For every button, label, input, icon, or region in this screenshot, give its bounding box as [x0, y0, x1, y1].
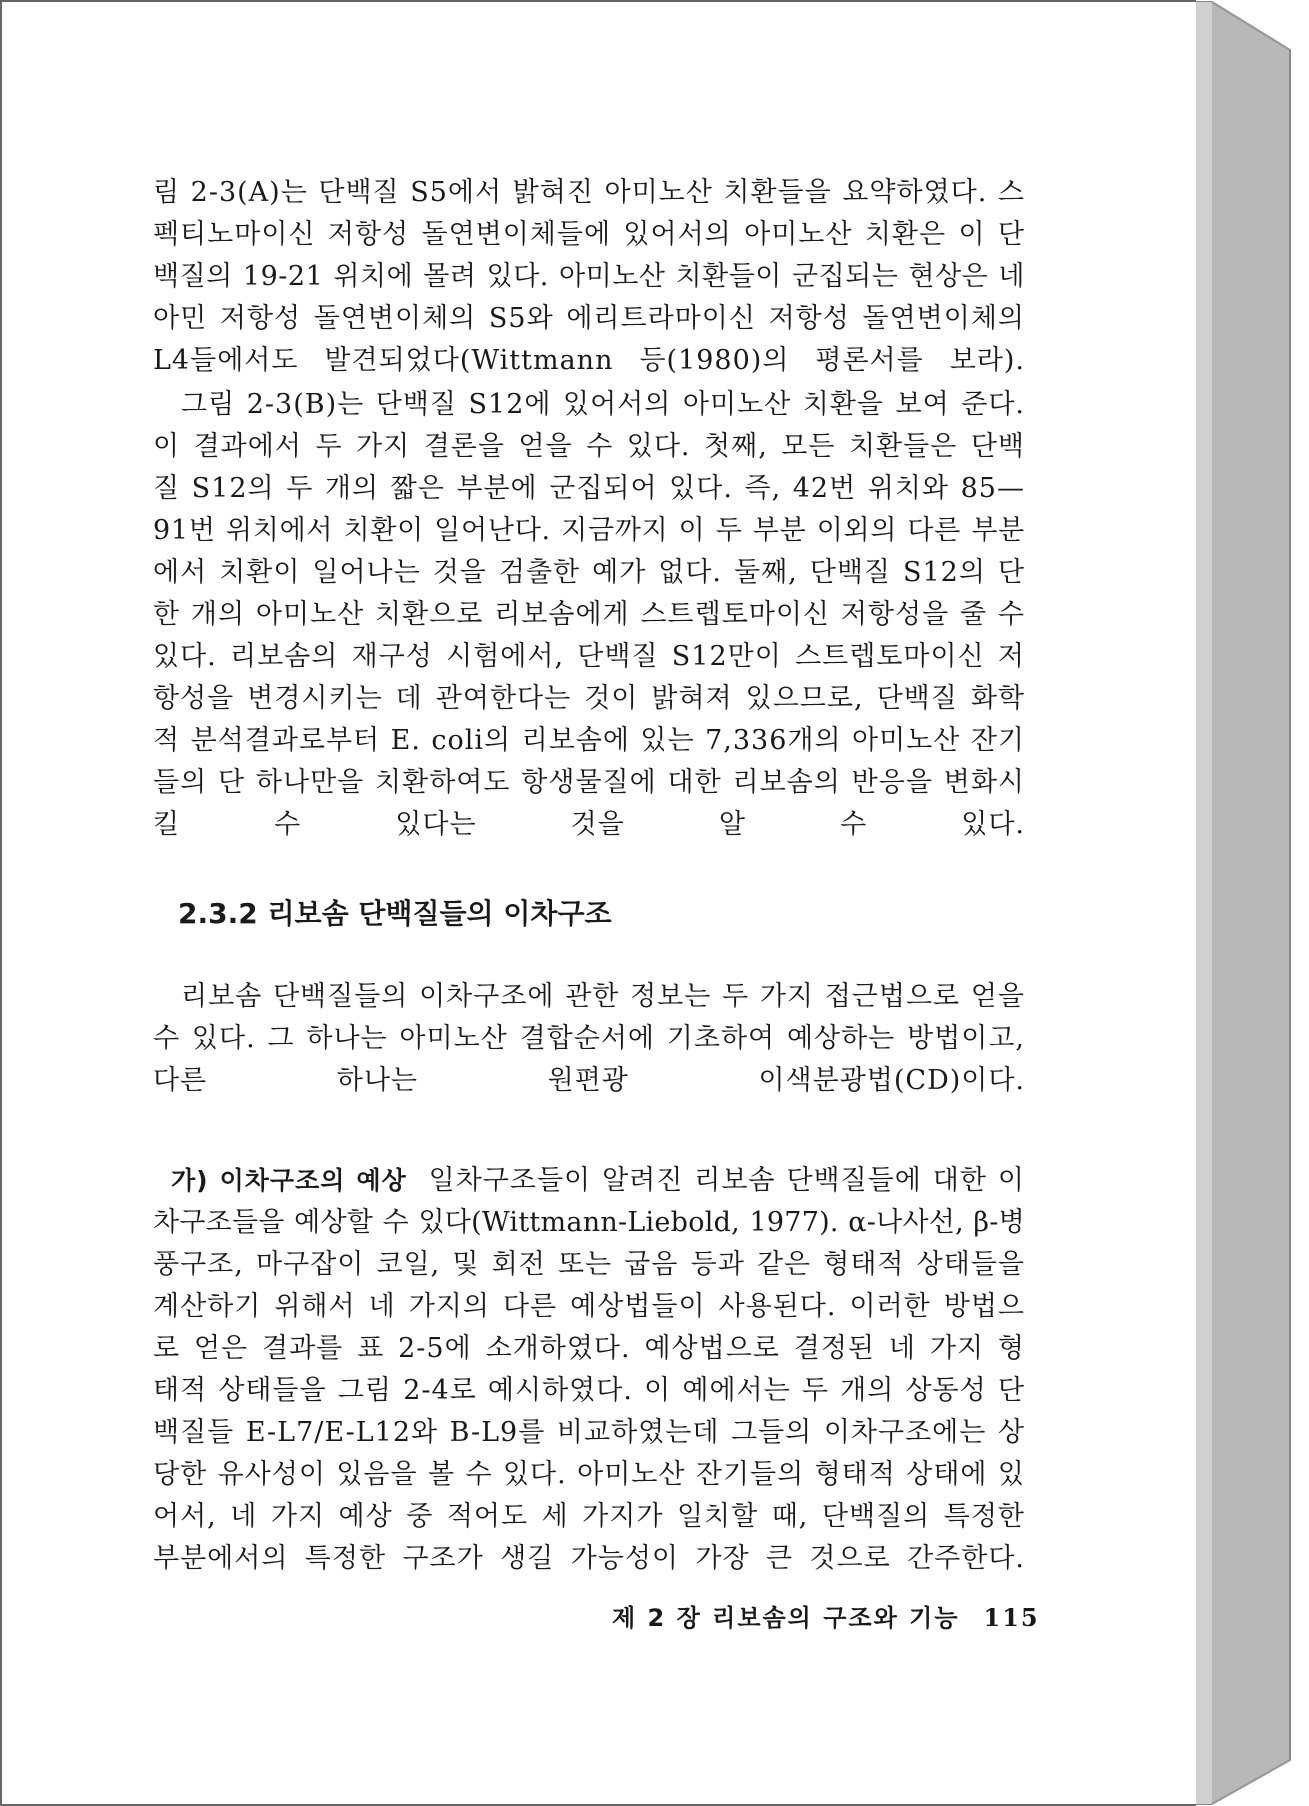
text-line: 펙티노마이신 저항성 돌연변이체들에 있어서의 아미노산 치환은 이 단 [153, 219, 1025, 250]
paragraph-4 [153, 1160, 1025, 1580]
text-line: 차구조들을 예상할 수 있다(Wittmann-Liebold, 1977). α-나사선, β-병 [153, 1207, 1025, 1238]
text-line: 당한 유사성이 있음을 볼 수 있다. 아미노산 잔기들의 형태적 상태에 있 [153, 1459, 1025, 1490]
paragraph-1 [153, 172, 1025, 382]
text-line: 이 결과에서 두 가지 결론을 얻을 수 있다. 첫째, 모든 치환들은 단백 [153, 431, 1025, 462]
text-line: 질 S12의 두 개의 짧은 부분에 군집되어 있다. 즉, 42번 위치와 85— [153, 473, 1025, 504]
text-line: 한 개의 아미노산 치환으로 리보솜에게 스트렙토마이신 저항성을 줄 수 [153, 599, 1025, 630]
text-line: 그림 2-3(B)는 단백질 S12에 있어서의 아미노산 치환을 보여 준다. [181, 389, 1025, 420]
text-line: 있다. 리보솜의 재구성 시험에서, 단백질 S12만이 스트렙토마이신 저 [153, 641, 1025, 672]
text-line: 림 2-3(A)는 단백질 S5에서 밝혀진 아미노산 치환들을 요약하였다. 스 [153, 177, 1025, 208]
page-number: 115 [983, 1603, 1040, 1632]
text-line: 에서 치환이 일어나는 것을 검출한 예가 없다. 둘째, 단백질 S12의 단 [153, 557, 1025, 588]
text-line: 어서, 네 가지 예상 중 적어도 세 가지가 일치할 때, 단백질의 특정한 [153, 1501, 1025, 1532]
text-line: 로 얻은 결과를 표 2-5에 소개하였다. 예상법으로 결정된 네 가지 형 [153, 1333, 1025, 1364]
text-line: 적 분석결과로부터 E. coli의 리보솜에 있는 7,336개의 아미노산 잔기 [153, 725, 1025, 756]
text-line: 킬 수 있다는 것을 알 수 있다. [153, 809, 1025, 840]
section-heading: 2.3.2 리보솜 단백질들의 이차구조 [178, 897, 612, 930]
page-border-left [0, 0, 2, 1806]
subsection-heading: 가) 이차구조의 예상 [171, 1166, 407, 1195]
text-line-continuation: 일차구조들이 알려진 리보솜 단백질들에 대한 이 [428, 1165, 1025, 1196]
text-line: 풍구조, 마구잡이 코일, 및 회전 또는 굽음 등과 같은 형태적 상태들을 [153, 1249, 1025, 1280]
text-line: 백질의 19-21 위치에 몰려 있다. 아미노산 치환들이 군집되는 현상은 네 [153, 261, 1025, 292]
text-line: 태적 상태들을 그림 2-4로 예시하였다. 이 예에서는 두 개의 상동성 단 [153, 1375, 1025, 1406]
text-line: 항성을 변경시키는 데 관여한다는 것이 밝혀져 있으므로, 단백질 화학 [153, 683, 1025, 714]
text-line: 들의 단 하나만을 치환하여도 항생물질에 대한 리보솜의 반응을 변화시 [153, 767, 1025, 798]
text-line: 91번 위치에서 치환이 일어난다. 지금까지 이 두 부분 이외의 다른 부분 [153, 515, 1025, 546]
page-border-top [0, 0, 1196, 2]
chapter-title: 제 2 장 리보솜의 구조와 기능 [612, 1604, 960, 1632]
paragraph-3 [153, 976, 1025, 1102]
paragraph-2 [153, 384, 1025, 846]
text-line: 다른 하나는 원편광 이색분광법(CD)이다. [153, 1065, 1025, 1096]
text-line: 아민 저항성 돌연변이체의 S5와 에리트라마이신 저항성 돌연변이체의 [153, 303, 1025, 334]
text-line: 백질들 E-L7/E-L12와 B-L9를 비교하였는데 그들의 이차구조에는 상 [153, 1417, 1025, 1448]
text-line [153, 1160, 1025, 1202]
text-line: 수 있다. 그 하나는 아미노산 결합순서에 기초하여 예상하는 방법이고, [153, 1023, 1025, 1054]
text-line: 부분에서의 특정한 구조가 생길 가능성이 가장 큰 것으로 간주한다. [153, 1543, 1025, 1574]
text-line: L4들에서도 발견되었다(Wittmann 등(1980)의 평론서를 보라). [153, 345, 1025, 376]
page-footer [612, 1598, 1040, 1633]
text-line: 리보솜 단백질들의 이차구조에 관한 정보는 두 가지 접근법으로 얻을 [181, 981, 1025, 1012]
text-line: 계산하기 위해서 네 가지의 다른 예상법들이 사용된다. 이러한 방법으 [153, 1291, 1025, 1322]
